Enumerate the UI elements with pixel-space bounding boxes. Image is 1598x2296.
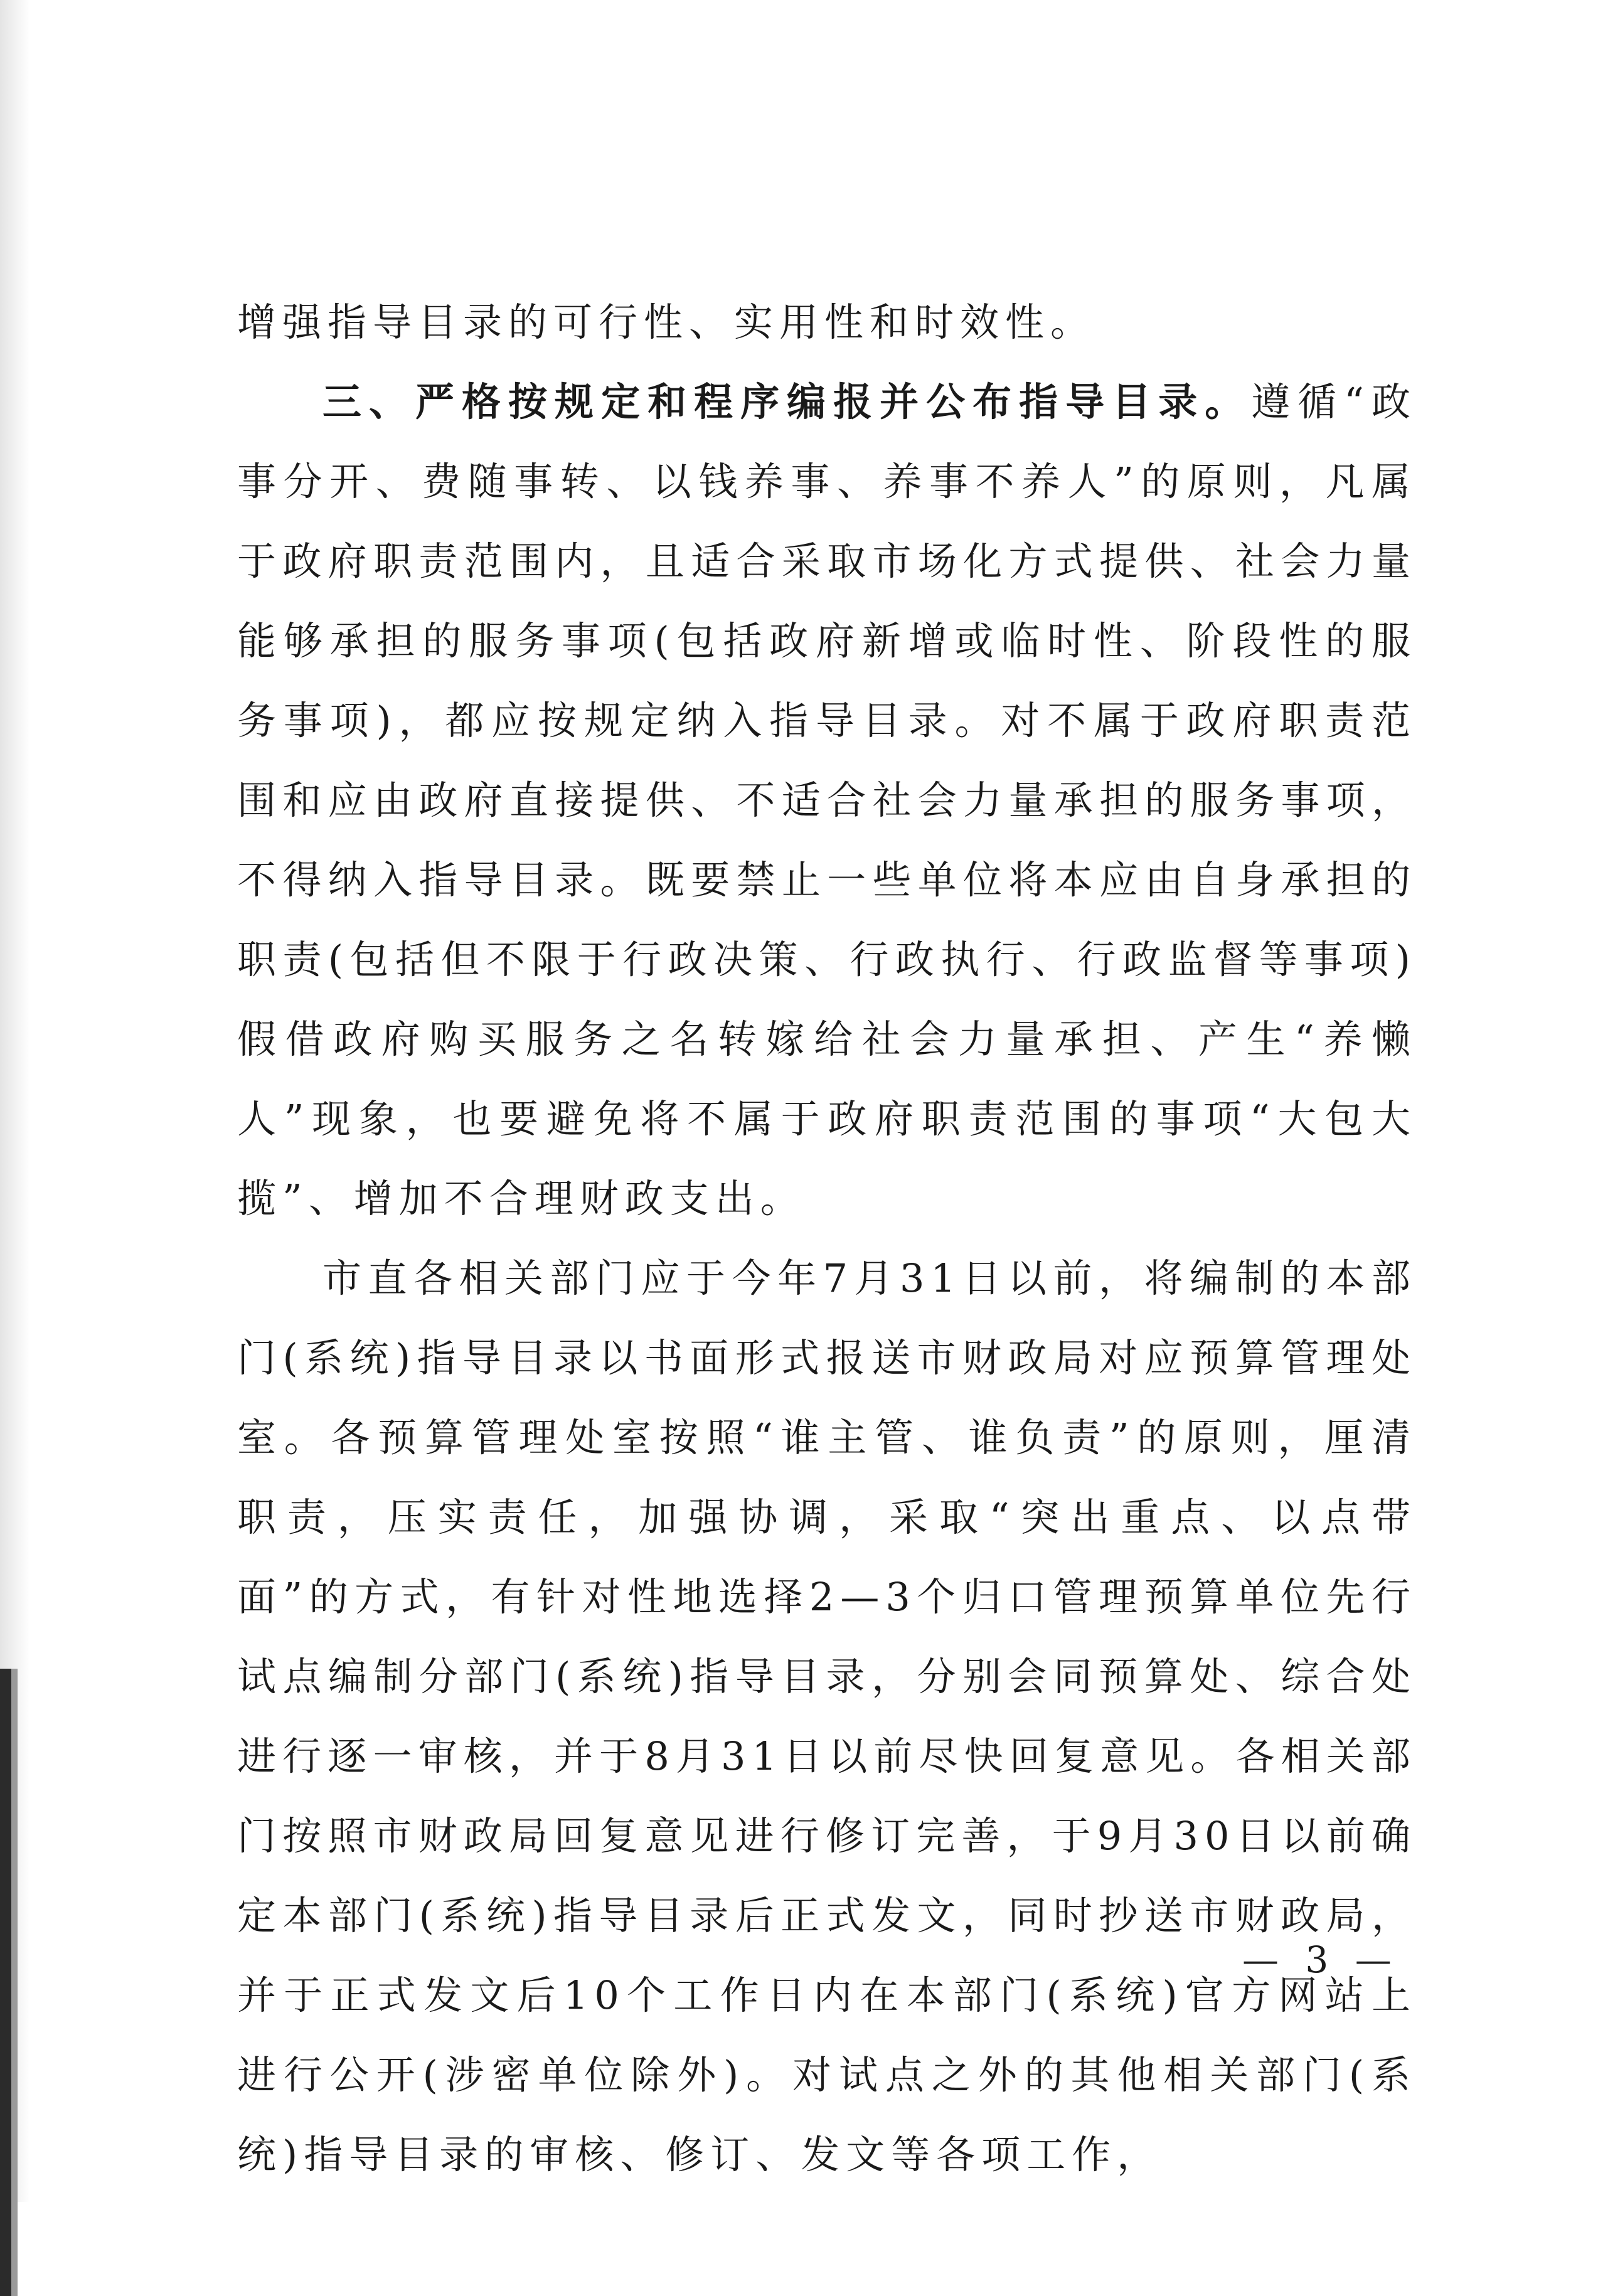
page-number: — 3 — bbox=[1242, 1938, 1399, 1981]
section-3-heading: 三、严格按规定和程序编报并公布指导目录。 bbox=[322, 379, 1252, 425]
section-3-body: 遵循“政事分开、费随事转、以钱养事、养事不养人”的原则，凡属于政府职责范围内，且适合采取市场化方式提供、社会力量能够承担的服务事项(包括政府新增或临时性、阶段性的服务事项)，都应按规定纳入指导目录。对不属于政府职责范围和应由政府直接提供、不适合社会力量承担的服务事项，不得纳入指导目录。既要禁止一些单位将本应由自身承担的职责(包括但不限于行政决策、行政执行、行政监督等事项)假借政府购买服务之名转嫁给社会力量承担、产生“养懒人”现象，也要避免将不属于政府职责范围的事项“大包大揽”、增加不合理财政支出。 bbox=[237, 379, 1417, 1221]
deadline-paragraph: 市直各相关部门应于今年7月31日以前，将编制的本部门(系统)指导目录以书面形式报送市财政局对应预算管理处室。各预算管理处室按照“谁主管、谁负责”的原则，厘清职责，压实责任，加强协调，采取“突出重点、以点带面”的方式，有针对性地选择2—3个归口管理预算单位先行试点编制分部门(系统)指导目录，分别会同预算处、综合处进行逐一审核，并于8月31日以前尽快回复意见。各相关部门按照市财政局回复意见进行修订完善，于9月30日以前确定本部门(系统)指导目录后正式发文，同时抄送市财政局，并于正式发文后10个工作日内在本部门(系统)官方网站上进行公开(涉密单位除外)。对试点之外的其他相关部门(系统)指导目录的审核、修订、发文等各项工作， bbox=[237, 1255, 1417, 2177]
scan-binding-shadow bbox=[11, 1669, 18, 2296]
body-text bbox=[237, 282, 1417, 2194]
continuation-paragraph: 增强指导目录的可行性、实用性和时效性。 bbox=[237, 299, 1096, 345]
section-3-paragraph bbox=[237, 362, 1417, 1238]
scan-binding-bar bbox=[0, 1669, 11, 2296]
